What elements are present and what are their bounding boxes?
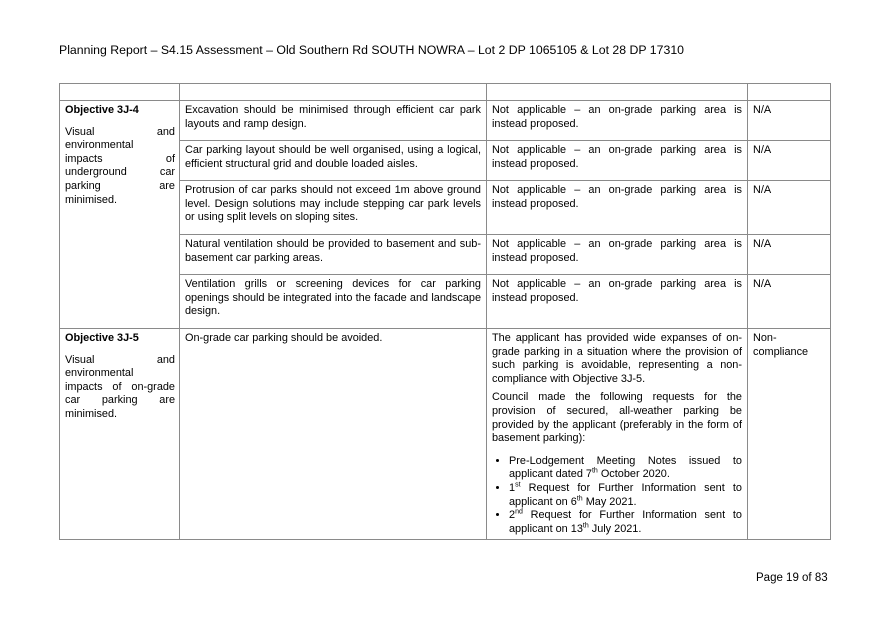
criterion-cell: Excavation should be minimised through efficient car park layouts and ramp design. [180,101,487,141]
objective-desc-line: impacts of [65,152,175,165]
objective-cell [60,329,180,540]
response-cell [487,329,748,540]
criterion-cell: Car parking layout should be well organised, using a logical, efficient structural grid and double loaded aisles. [180,141,487,181]
objective-desc-line: environmental [65,367,134,380]
objective-desc-line: parking are [65,179,175,192]
status-cell: N/A [748,235,831,275]
list-item: • 1st Request for Further Information sent to applicant on 6th May 2021. [509,482,742,509]
table-row [60,101,831,141]
response-paragraph: The applicant has provided wide expanses of on-grade parking in a situation where the provision of such parking is avoidable, representing a non-compliance with Objective 3J-5. [492,332,742,385]
objective-desc-line: minimised. [65,193,118,206]
request-list [492,455,742,537]
status-cell: N/A [748,275,831,329]
page-number: Page 19 of 83 [756,572,828,584]
response-cell: Not applicable – an on-grade parking area is instead proposed. [487,235,748,275]
response-cell: Not applicable – an on-grade parking area is instead proposed. [487,101,748,141]
criterion-cell: On-grade car parking should be avoided. [180,329,487,540]
objective-cell [60,101,180,329]
status-cell: N/A [748,181,831,235]
criterion-cell: Natural ventilation should be provided to basement and sub-basement car parking areas. [180,235,487,275]
objective-desc-line: underground car [65,166,175,179]
criterion-cell: Ventilation grills or screening devices for car parking openings should be integrated into the facade and landscape design. [180,275,487,329]
assessment-table [59,83,831,540]
table-row [60,329,831,540]
response-cell: Not applicable – an on-grade parking area is instead proposed. [487,141,748,181]
objective-title: Objective 3J-4 [65,104,139,116]
list-item: • 2nd Request for Further Information sent to applicant on 13th July 2021. [509,509,742,536]
objective-desc-line: minimised. [65,407,118,420]
table-header-row [60,84,831,101]
response-cell: Not applicable – an on-grade parking area is instead proposed. [487,181,748,235]
objective-desc-line: environmental [65,139,134,152]
objective-desc-line: Visual and [65,125,175,138]
objective-title: Objective 3J-5 [65,332,139,344]
objective-desc-line: Visual and [65,353,175,366]
list-item: • Pre-Lodgement Meeting Notes issued to applicant dated 7th October 2020. [509,455,742,482]
status-cell: N/A [748,141,831,181]
criterion-cell: Protrusion of car parks should not exceed 1m above ground level. Design solutions may include stepping car park levels or using split levels on sloping sites. [180,181,487,235]
page-header: Planning Report – S4.15 Assessment – Old Southern Rd SOUTH NOWRA – Lot 2 DP 1065105 & Lot 28 DP 17310 [59,43,684,57]
status-cell: N/A [748,101,831,141]
response-cell: Not applicable – an on-grade parking area is instead proposed. [487,275,748,329]
response-paragraph: Council made the following requests for the provision of secured, all-weather parking be provided by the applicant (preferably in the form of basement parking): [492,391,742,445]
objective-desc-line: car parking are [65,394,175,407]
objective-desc-line: impacts of on-grade [65,380,175,393]
status-cell: Non-compliance [748,329,831,540]
